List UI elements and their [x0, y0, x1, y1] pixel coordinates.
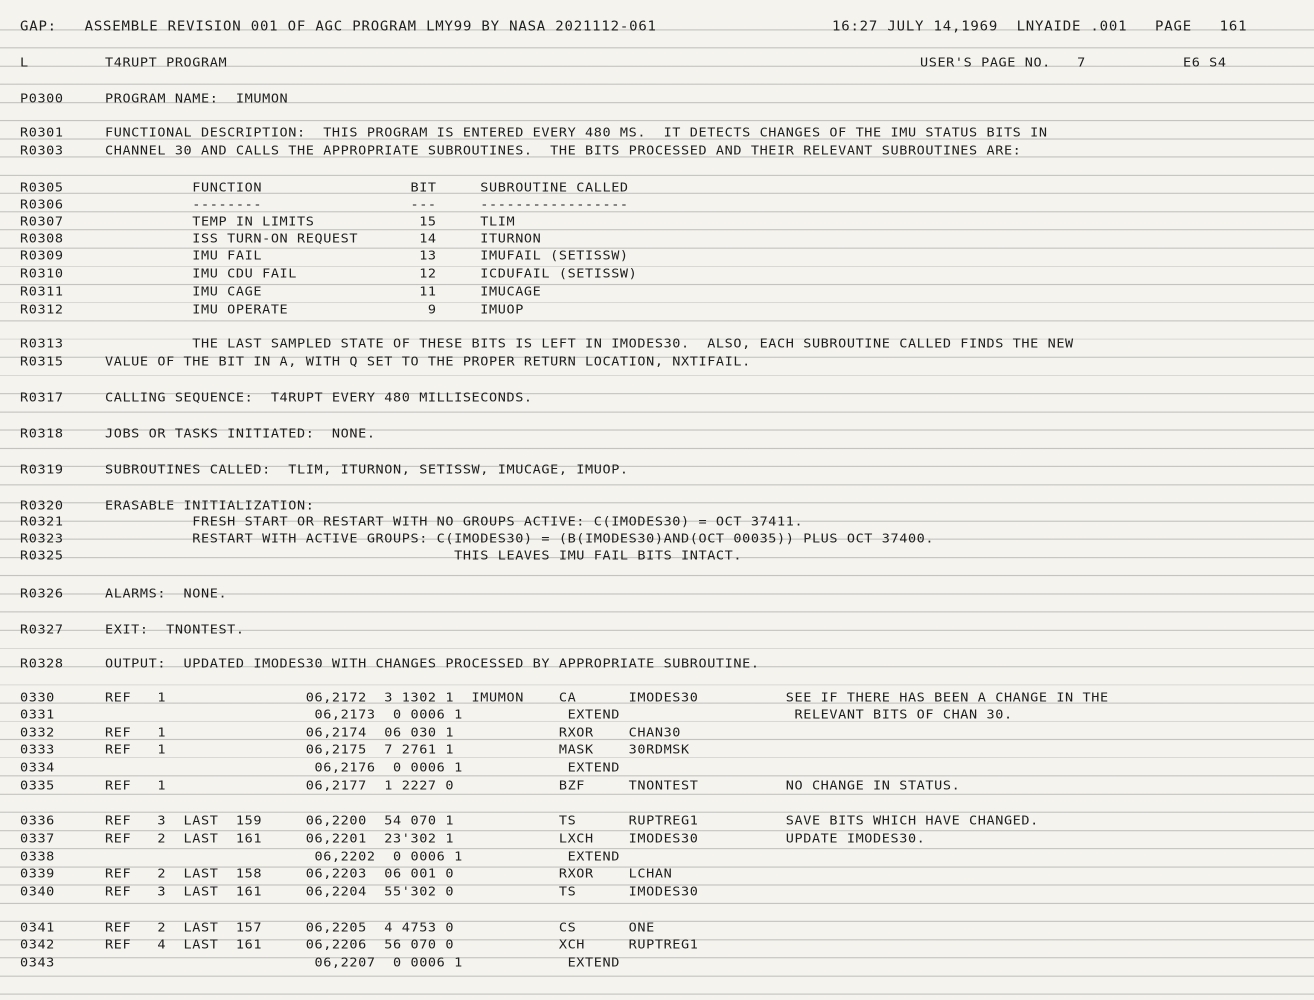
- line-text: ERASABLE INITIALIZATION:: [105, 498, 315, 514]
- line-text: FRESH START OR RESTART WITH NO GROUPS ACTIVE: C(IMODES30) = OCT 37411.: [105, 514, 804, 530]
- line-number: R0317: [20, 390, 64, 406]
- line-text: REF 1 06,2174 06 030 1 RXOR CHAN30: [105, 725, 682, 741]
- line-number: R0321: [20, 514, 64, 530]
- line-number: 0338: [20, 849, 55, 865]
- line-text: THIS LEAVES IMU FAIL BITS INTACT.: [105, 548, 743, 564]
- line-number: 0341: [20, 920, 55, 936]
- line-number: 0340: [20, 884, 55, 900]
- line-text: 06,2173 0 0006 1 EXTEND RELEVANT BITS OF CHAN 30.: [105, 707, 1013, 723]
- line-text: IMU OPERATE 9 IMUOP: [105, 302, 524, 318]
- line-number: R0311: [20, 284, 64, 300]
- line-number: 0333: [20, 742, 55, 758]
- line-number: R0309: [20, 248, 64, 264]
- line-text: VALUE OF THE BIT IN A, WITH Q SET TO THE PROPER RETURN LOCATION, NXTIFAIL.: [105, 354, 751, 370]
- subheader-code: L: [20, 55, 29, 71]
- line-number: P0300: [20, 91, 64, 107]
- line-text: REF 2 LAST 161 06,2201 23'302 1 LXCH IMODES30 UPDATE IMODES30.: [105, 831, 926, 847]
- line-number: 0332: [20, 725, 55, 741]
- line-number: 0343: [20, 955, 55, 971]
- page-suffix: E6 S4: [1183, 55, 1227, 71]
- line-text: IMU CDU FAIL 12 ICDUFAIL (SETISSW): [105, 266, 638, 282]
- line-text: IMU CAGE 11 IMUCAGE: [105, 284, 542, 300]
- line-text: REF 1 06,2175 7 2761 1 MASK 30RDMSK: [105, 742, 690, 758]
- line-number: 0331: [20, 707, 55, 723]
- line-number: R0326: [20, 586, 64, 602]
- line-text: FUNCTION BIT SUBROUTINE CALLED: [105, 180, 629, 196]
- line-text: OUTPUT: UPDATED IMODES30 WITH CHANGES PROCESSED BY APPROPRIATE SUBROUTINE.: [105, 656, 760, 672]
- line-number: 0337: [20, 831, 55, 847]
- line-text: CHANNEL 30 AND CALLS THE APPROPRIATE SUBROUTINES. THE BITS PROCESSED AND THEIR RELEVANT SUBROUTINES ARE:: [105, 143, 1022, 159]
- line-text: EXIT: TNONTEST.: [105, 622, 245, 638]
- line-text: RESTART WITH ACTIVE GROUPS: C(IMODES30) = (B(IMODES30)AND(OCT 00035)) PLUS OCT 37400.: [105, 531, 935, 547]
- line-text: 06,2176 0 0006 1 EXTEND: [105, 760, 620, 776]
- program-title: T4RUPT PROGRAM: [105, 55, 228, 71]
- line-number: R0320: [20, 498, 64, 514]
- line-text: PROGRAM NAME: IMUMON: [105, 91, 289, 107]
- line-text: REF 1 06,2177 1 2227 0 BZF TNONTEST NO CHANGE IN STATUS.: [105, 778, 961, 794]
- line-text: IMU FAIL 13 IMUFAIL (SETISSW): [105, 248, 629, 264]
- line-number: R0308: [20, 231, 64, 247]
- line-number: R0312: [20, 302, 64, 318]
- line-text: TEMP IN LIMITS 15 TLIM: [105, 214, 516, 230]
- line-text: -------- --- -----------------: [105, 197, 629, 213]
- line-text: REF 4 LAST 161 06,2206 56 070 0 XCH RUPTREG1: [105, 937, 699, 953]
- line-number: R0325: [20, 548, 64, 564]
- line-text: SUBROUTINES CALLED: TLIM, ITURNON, SETISSW, IMUCAGE, IMUOP.: [105, 462, 629, 478]
- users-page-number: USER'S PAGE NO. 7: [920, 55, 1086, 71]
- line-number: R0313: [20, 336, 64, 352]
- line-number: R0328: [20, 656, 64, 672]
- line-text: JOBS OR TASKS INITIATED: NONE.: [105, 426, 376, 442]
- line-text: 06,2202 0 0006 1 EXTEND: [105, 849, 620, 865]
- header-right: 16:27 JULY 14,1969 LNYAIDE .001 PAGE 161: [832, 19, 1248, 35]
- line-text: REF 3 LAST 159 06,2200 54 070 1 TS RUPTREG1 SAVE BITS WHICH HAVE CHANGED.: [105, 813, 1039, 829]
- line-text: REF 3 LAST 161 06,2204 55'302 0 TS IMODES30: [105, 884, 699, 900]
- line-number: 0335: [20, 778, 55, 794]
- line-text: ISS TURN-ON REQUEST 14 ITURNON: [105, 231, 542, 247]
- line-number: R0307: [20, 214, 64, 230]
- line-text: THE LAST SAMPLED STATE OF THESE BITS IS LEFT IN IMODES30. ALSO, EACH SUBROUTINE CALLED FINDS THE NEW: [105, 336, 1074, 352]
- line-number: R0315: [20, 354, 64, 370]
- line-text: FUNCTIONAL DESCRIPTION: THIS PROGRAM IS ENTERED EVERY 480 MS. IT DETECTS CHANGES OF THE IMU STATUS BITS IN: [105, 125, 1048, 141]
- line-text: REF 2 LAST 157 06,2205 4 4753 0 CS ONE: [105, 920, 655, 936]
- line-number: 0342: [20, 937, 55, 953]
- line-number: R0318: [20, 426, 64, 442]
- line-number: R0305: [20, 180, 64, 196]
- line-number: R0301: [20, 125, 64, 141]
- line-number: 0330: [20, 690, 55, 706]
- line-number: 0336: [20, 813, 55, 829]
- line-number: R0306: [20, 197, 64, 213]
- line-number: R0327: [20, 622, 64, 638]
- line-number: 0339: [20, 866, 55, 882]
- line-text: ALARMS: NONE.: [105, 586, 228, 602]
- line-number: R0323: [20, 531, 64, 547]
- line-text: REF 1 06,2172 3 1302 1 IMUMON CA IMODES30 SEE IF THERE HAS BEEN A CHANGE IN THE: [105, 690, 1109, 706]
- line-number: R0303: [20, 143, 64, 159]
- line-text: 06,2207 0 0006 1 EXTEND: [105, 955, 620, 971]
- line-text: REF 2 LAST 158 06,2203 06 001 0 RXOR LCHAN: [105, 866, 673, 882]
- line-number: R0319: [20, 462, 64, 478]
- header-left: GAP: ASSEMBLE REVISION 001 OF AGC PROGRAM LMY99 BY NASA 2021112-061: [20, 19, 657, 35]
- line-number: R0310: [20, 266, 64, 282]
- line-text: CALLING SEQUENCE: T4RUPT EVERY 480 MILLISECONDS.: [105, 390, 533, 406]
- line-number: 0334: [20, 760, 55, 776]
